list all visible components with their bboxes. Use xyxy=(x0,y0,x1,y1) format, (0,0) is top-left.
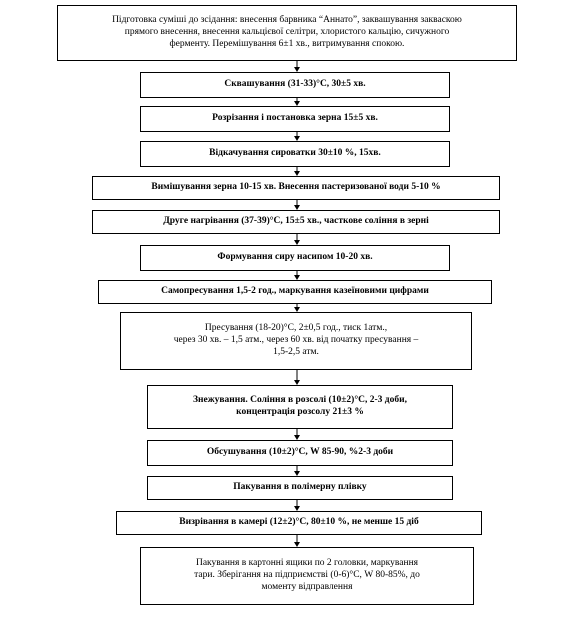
step-cheese-forming xyxy=(140,245,450,271)
step-1-line-1: Підготовка суміші до зсідання: внесення барвника “Аннато”, заквашування закваскою xyxy=(112,15,462,26)
step-14-line-3: моменту відправлення xyxy=(261,581,353,592)
step-2-text: Сквашування (31-33)°С, 30±5 хв. xyxy=(224,79,366,90)
step-8-text: Самопресування 1,5-2 год., маркування казеїновими цифрами xyxy=(161,286,429,297)
step-10-line-1: Знежування. Соління в розсолі (10±2)°С, 2-3 доби, xyxy=(193,395,407,406)
step-grain-stirring xyxy=(92,176,500,200)
step-1-line-2: прямого внесення, внесення кальцієвої селітри, хлористого кальцію, сичужного xyxy=(124,27,450,38)
step-5-text: Вимішування зерна 10-15 хв. Внесення пастеризованої води 5-10 % xyxy=(151,182,441,193)
step-1-line-3: ферменту. Перемішування 6±1 хв., витримування спокою. xyxy=(169,38,405,49)
step-14-line-2: тари. Зберігання на підприємстві (0-6)°С, W 80-85%, до xyxy=(194,570,420,581)
step-pressing xyxy=(120,312,472,370)
step-11-text: Обсушування (10±2)°С, W 85-90, %2-3 доби xyxy=(206,447,394,458)
step-drying xyxy=(147,440,453,466)
step-9-line-1: Пресування (18-20)°С, 2±0,5 год., тиск 1атм., xyxy=(204,323,388,334)
step-6-text: Друге нагрівання (37-39)°С, 15±5 хв., часткове соління в зерні xyxy=(163,216,429,227)
step-mixture-preparation xyxy=(57,5,517,61)
step-14-line-1: Пакування в картонні ящики по 2 головки, маркування xyxy=(195,558,419,569)
step-whey-removal xyxy=(140,141,450,167)
step-7-text: Формування сиру насипом 10-20 хв. xyxy=(217,252,373,263)
step-self-pressing xyxy=(98,280,492,304)
step-cutting-curd xyxy=(140,106,450,132)
step-second-heating xyxy=(92,210,500,234)
step-9-line-3: 1,5-2,5 атм. xyxy=(273,346,319,357)
step-4-text: Відкачування сироватки 30±10 %, 15хв. xyxy=(209,148,381,159)
step-salting-brine xyxy=(147,385,453,429)
step-film-packaging xyxy=(147,476,453,500)
step-13-text: Визрівання в камері (12±2)°С, 80±10 %, не менше 15 діб xyxy=(179,517,419,528)
step-coagulation xyxy=(140,72,450,98)
step-10-line-2: концентрація розсолу 21±3 % xyxy=(236,407,364,417)
step-12-text: Пакування в полімерну плівку xyxy=(233,482,367,493)
step-ripening xyxy=(116,511,482,535)
step-carton-packaging-storage xyxy=(140,547,474,605)
step-3-text: Розрізання і постановка зерна 15±5 хв. xyxy=(212,113,378,124)
step-9-line-2: через 30 хв. – 1,5 атм., через 60 хв. від початку пресування – xyxy=(173,335,419,346)
